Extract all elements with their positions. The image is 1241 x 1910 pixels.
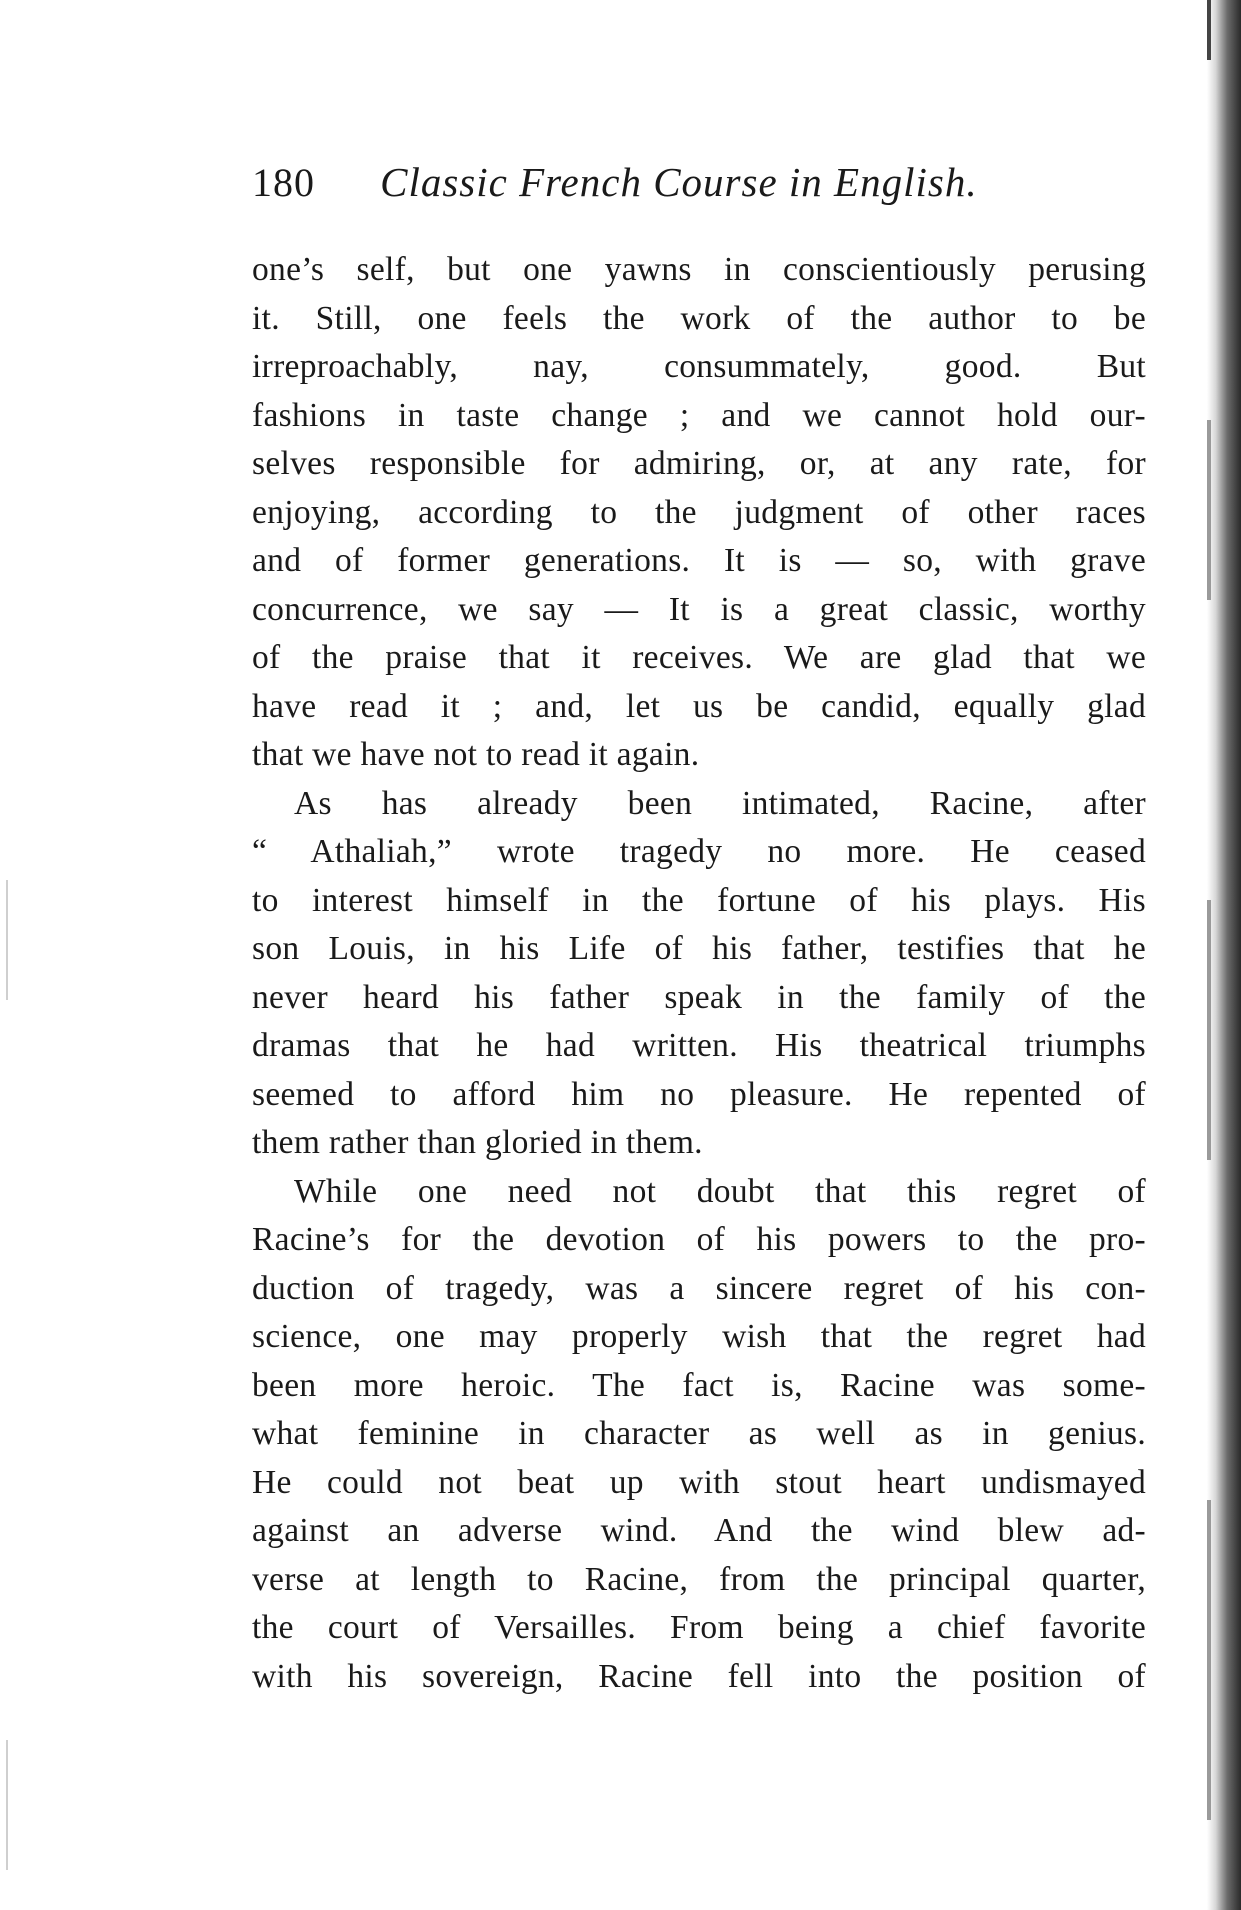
binding-edge-mark (1207, 900, 1211, 1160)
text-line: against an adverse wind. And the wind blew ad- (252, 1512, 1146, 1549)
text-line: been more heroic. The fact is, Racine was some- (252, 1366, 1146, 1404)
text-line: verse at length to Racine, from the principal quarter, (252, 1560, 1146, 1598)
text-line: the court of Versailles. From being a chief favorite (252, 1609, 1146, 1646)
text-line: irreproachably, nay, consummately, good. But (252, 348, 1146, 385)
binding-edge-mark (1207, 420, 1211, 600)
text-line: never heard his father speak in the family of the (252, 978, 1146, 1016)
text-line: “ Athaliah,” wrote tragedy no more. He ceased (252, 833, 1146, 870)
text-line: enjoying, according to the judgment of other races (252, 493, 1146, 531)
text-line: selves responsible for admiring, or, at any rate, for (252, 445, 1146, 482)
text-line: Racine’s for the devotion of his powers to the pro- (252, 1221, 1146, 1258)
text-line: one’s self, but one yawns in conscientiously perusing (252, 251, 1146, 288)
page-number: 180 (252, 160, 315, 205)
text-line: He could not beat up with stout heart undismayed (252, 1463, 1146, 1501)
text-line: seemed to afford him no pleasure. He repented of (252, 1075, 1146, 1113)
text-line: As has already been intimated, Racine, after (294, 784, 1146, 822)
running-title: Classic French Course in English. (380, 159, 978, 205)
text-line: duction of tragedy, was a sincere regret of his con- (252, 1269, 1146, 1307)
text-line: science, one may properly wish that the regret had (252, 1318, 1146, 1355)
binding-edge-mark (1207, 1500, 1211, 1820)
page-edge-speck (6, 1740, 8, 1870)
text-line: it. Still, one feels the work of the author to be (252, 299, 1146, 337)
text-line: fashions in taste change ; and we cannot hold our- (252, 396, 1146, 434)
text-line: While one need not doubt that this regret of (294, 1172, 1146, 1210)
page-binding-shadow (1207, 0, 1241, 1910)
page-edge-speck (6, 880, 8, 1000)
text-line: with his sovereign, Racine fell into the position of (252, 1657, 1146, 1695)
page-header (252, 158, 1152, 218)
text-line: concurrence, we say — It is a great classic, worthy (252, 590, 1146, 628)
text-line: to interest himself in the fortune of his plays. His (252, 881, 1146, 919)
text-line: son Louis, in his Life of his father, testifies that he (252, 930, 1146, 967)
text-line: have read it ; and, let us be candid, equally glad (252, 687, 1146, 725)
binding-edge-mark (1207, 0, 1211, 60)
body-text (252, 246, 1146, 1701)
text-line: them rather than gloried in them. (252, 1124, 703, 1161)
text-line: what feminine in character as well as in genius. (252, 1415, 1146, 1452)
text-line: that we have not to read it again. (252, 736, 700, 773)
text-line: of the praise that it receives. We are glad that we (252, 639, 1146, 676)
text-line: and of former generations. It is — so, with grave (252, 542, 1146, 579)
text-line: dramas that he had written. His theatrical triumphs (252, 1027, 1146, 1064)
